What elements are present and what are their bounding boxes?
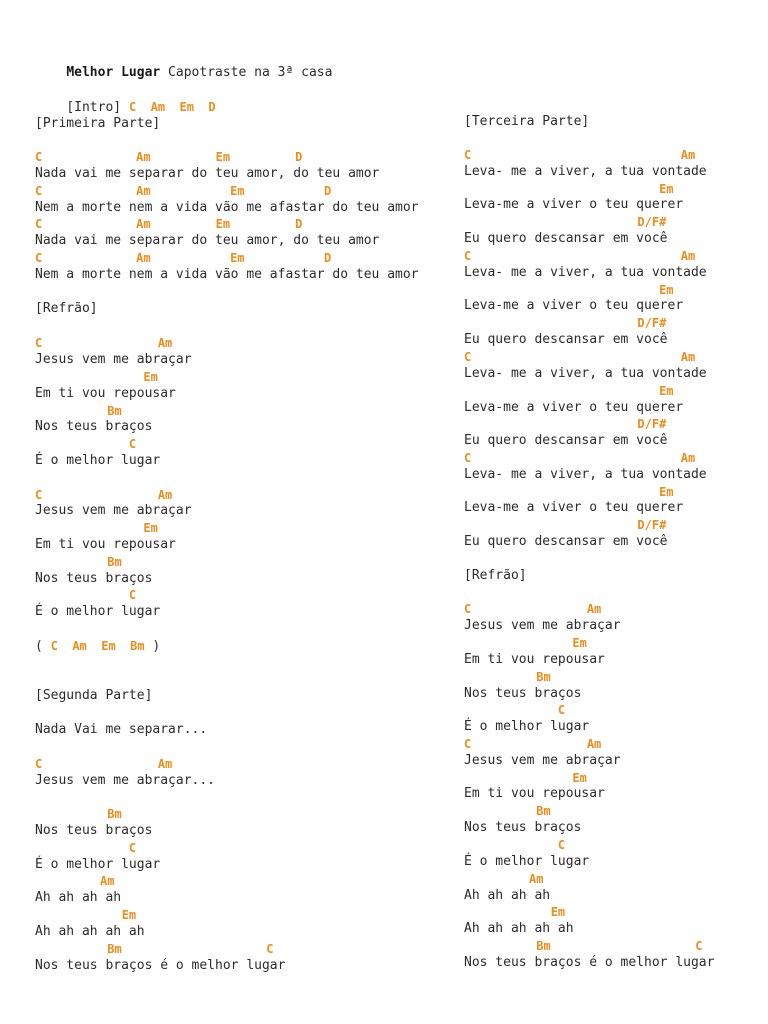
chord-line: Bm [35, 555, 122, 569]
intro-chords: C Am Em D [128, 100, 216, 114]
chord-line: C Am Em D [35, 150, 303, 164]
chord-line: Em [464, 636, 587, 650]
lyric-line: Em ti vou repousar [464, 786, 605, 801]
lyric-line: Nos teus braços [35, 823, 153, 838]
chord-line: C [35, 437, 137, 451]
lyric-line: Jesus vem me abraçar [464, 753, 621, 768]
chord-line: C [464, 703, 566, 717]
capo-note: Capotraste na 3ª casa [160, 65, 333, 80]
lyric-line: Nos teus braços é o melhor lugar [464, 955, 715, 970]
lyric-line: Em ti vou repousar [35, 386, 176, 401]
chord-line: Em [464, 384, 674, 398]
chord-line: Bm [464, 670, 551, 684]
chord-line: Bm [35, 404, 122, 418]
section-heading: [Terceira Parte] [464, 114, 590, 129]
chord-line: Em [35, 521, 158, 535]
lyric-line: Nem a morte nem a vida vão me afastar do teu amor [35, 200, 419, 215]
chord-line: D/F# [464, 518, 667, 532]
chord-line: Em [464, 182, 674, 196]
chord-line: C [35, 588, 137, 602]
chord-line: Em [464, 283, 674, 297]
chord-line: C Am [464, 350, 696, 364]
section-heading: [Primeira Parte] [35, 116, 161, 131]
song-title: Melhor Lugar [66, 65, 161, 80]
chord-line: C Am [464, 249, 696, 263]
chord-line: C Am [35, 757, 173, 771]
song-header [35, 49, 333, 80]
lyric-line: É o melhor lugar [35, 857, 161, 872]
chord-line: Em [35, 370, 158, 384]
lyric-line: Leva- me a viver, a tua vontade [464, 265, 707, 280]
section-heading: [Segunda Parte] [35, 688, 153, 703]
lyric-line: Jesus vem me abraçar [35, 503, 192, 518]
chord-line: D/F# [464, 215, 667, 229]
section-heading: [Refrão] [35, 301, 98, 316]
lyric-line: É o melhor lugar [464, 854, 590, 869]
lyric-line: Jesus vem me abraçar [35, 352, 192, 367]
chord-line: C Am [35, 336, 173, 350]
lyric-line: Nos teus braços [464, 686, 582, 701]
lyric-line: Nos teus braços [35, 571, 153, 586]
chord-line: Bm C [35, 942, 274, 956]
chord-line: D/F# [464, 316, 667, 330]
lyric-line: Nada Vai me separar... [35, 722, 208, 737]
intro-line [35, 83, 216, 115]
chord-line: Em [464, 485, 674, 499]
chord-line: Em [464, 905, 566, 919]
chord-line: D/F# [464, 417, 667, 431]
chord-line: C Am [464, 148, 696, 162]
lyric-line: Jesus vem me abraçar [464, 618, 621, 633]
lyric-line: Nada vai me separar do teu amor, do teu amor [35, 166, 380, 181]
chord-line: C [35, 841, 137, 855]
chord-line: C [464, 838, 566, 852]
lyric-line: Eu quero descansar em você [464, 433, 668, 448]
lyric-line: É o melhor lugar [35, 453, 161, 468]
lyric-line: É o melhor lugar [35, 604, 161, 619]
chord-line: Am [35, 874, 115, 888]
chord-line: C Am [464, 602, 602, 616]
lyric-line: Em ti vou repousar [35, 537, 176, 552]
chord-line: C Am Em D [35, 217, 303, 231]
chord-line: Bm C [464, 939, 703, 953]
lyric-line: Eu quero descansar em você [464, 231, 668, 246]
lyric-line: Leva- me a viver, a tua vontade [464, 467, 707, 482]
chord-line: C Am Em D [35, 184, 332, 198]
lyric-line: Leva-me a viver o teu querer [464, 400, 684, 415]
lyric-line: Ah ah ah ah ah [35, 924, 145, 939]
chord-line: C Am [35, 488, 173, 502]
lyric-line: Leva-me a viver o teu querer [464, 197, 684, 212]
lyric-line: Eu quero descansar em você [464, 332, 668, 347]
chord-line: Bm [464, 804, 551, 818]
lyric-line: Leva- me a viver, a tua vontade [464, 164, 707, 179]
section-heading: [Refrão] [464, 568, 527, 583]
chord-line: Am [464, 872, 544, 886]
chord-line: Em [464, 771, 587, 785]
intro-label: [Intro] [66, 100, 129, 115]
chord-line: C Am [464, 451, 696, 465]
lyric-line: Leva- me a viver, a tua vontade [464, 366, 707, 381]
lyric-line: Nos teus braços [35, 419, 153, 434]
chord-line: Em [35, 908, 137, 922]
lyric-line: Nem a morte nem a vida vão me afastar do teu amor [35, 267, 419, 282]
chord-sequence: ( C Am Em Bm ) [35, 639, 161, 654]
lyric-line: Nos teus braços é o melhor lugar [35, 958, 286, 973]
lyric-line: Em ti vou repousar [464, 652, 605, 667]
lyric-line: Eu quero descansar em você [464, 534, 668, 549]
chord-line: C Am Em D [35, 251, 332, 265]
lyric-line: Ah ah ah ah ah [464, 921, 574, 936]
chord-line: C Am [464, 737, 602, 751]
lyric-line: Nos teus braços [464, 820, 582, 835]
lyric-line: Nada vai me separar do teu amor, do teu amor [35, 233, 380, 248]
lyric-line: Leva-me a viver o teu querer [464, 500, 684, 515]
lyric-line: Ah ah ah ah [464, 888, 551, 903]
lyric-line: Ah ah ah ah [35, 890, 122, 905]
chord-line: Bm [35, 807, 122, 821]
lyric-line: Leva-me a viver o teu querer [464, 298, 684, 313]
lyric-line: Jesus vem me abraçar... [35, 773, 216, 788]
lyric-line: É o melhor lugar [464, 719, 590, 734]
